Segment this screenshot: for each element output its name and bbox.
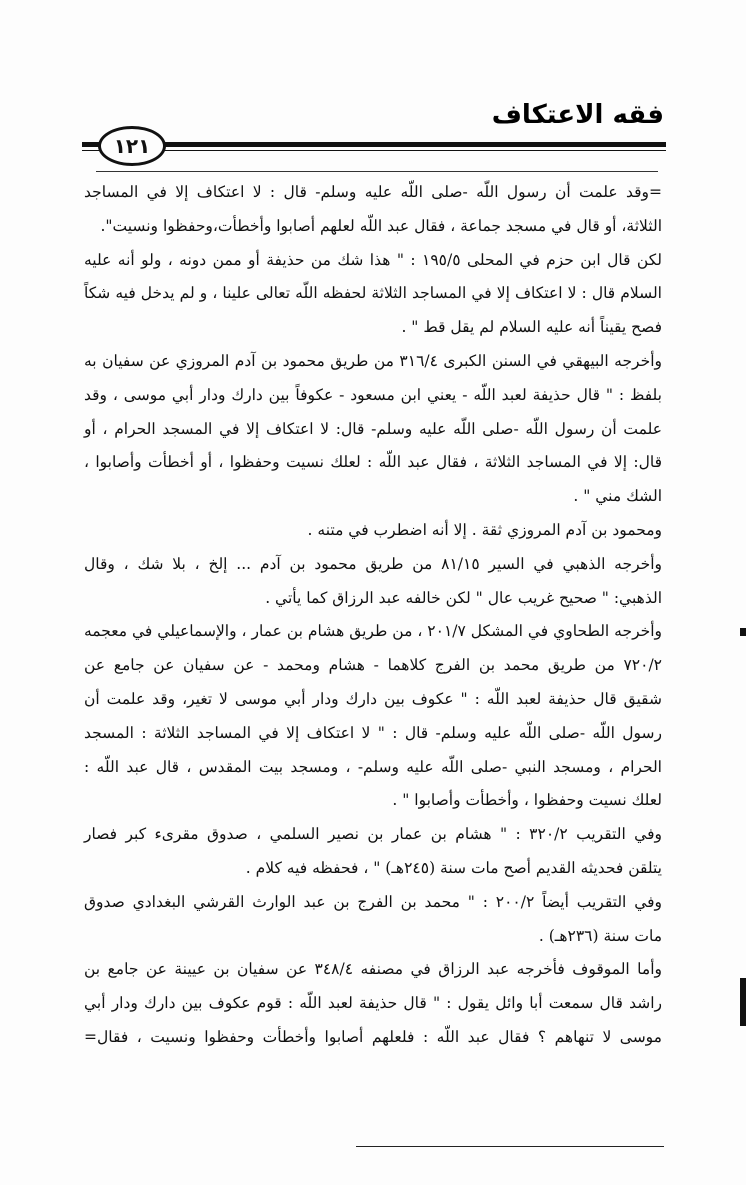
text-line: وأما الموقوف فأخرجه عبد الرزاق في مصنفه ٣٤٨/٤ عن سفيان بن عيينة عن جامع بن: [84, 960, 662, 979]
text-line: الثلاثة، أو قال في مسجد جماعة ، فقال عبد اللّه لعلهم أصابوا وأخطأت،وحفظوا ونسيت".: [100, 216, 662, 235]
margin-scan-mark: [740, 628, 746, 636]
text-line: وأخرجه الطحاوي في المشكل ٢٠١/٧ ، من طريق هشام بن عمار ، والإسماعيلي في معجمه: [84, 622, 662, 641]
header-rule: [82, 134, 666, 156]
text-line: وفي التقريب أيضاً ٢٠٠/٢ : " محمد بن الفرج بن عبد الوارث القرشي البغدادي صدوق: [84, 892, 663, 911]
text-line: ومحمود بن آدم المروزي ثقة . إلا أنه اضطرب في متنه .: [307, 520, 662, 539]
text-line: الشك مني " .: [573, 487, 662, 506]
text-line: بلفظ : " قال حذيفة لعبد اللّه - يعني ابن مسعود - عكوفاً بين دارك ودار أبي موسى ، وقد: [84, 385, 662, 404]
text-line: ٧٢٠/٢ من طريق محمد بن الفرج كلاهما - هشام ومحمد - عن سفيان عن جامع عن: [84, 656, 662, 675]
text-line: الذهبي: " صحيح غريب عال " لكن خالفه عبد الرزاق كما يأتي .: [265, 588, 662, 607]
text-line: =وقد علمت أن رسول اللّه -صلى اللّه عليه وسلم- قال : لا اعتكاف إلا في المساجد: [84, 183, 662, 201]
running-title: فقه الاعتكاف: [491, 100, 664, 130]
text-line: رسول اللّه -صلى اللّه عليه وسلم- قال : " لا اعتكاف إلا في المساجد الثلاثة : المسجد: [84, 723, 662, 742]
text-line: وأخرجه البيهقي في السنن الكبرى ٣١٦/٤ من طريق محمود بن آدم المروزي عن سفيان به: [84, 351, 662, 370]
text-line: وأخرجه الذهبي في السير ٨١/١٥ من طريق محمود بن آدم ... إلخ ، بلا شك ، وقال: [84, 554, 663, 573]
margin-scan-mark: [740, 978, 746, 1026]
text-top-divider: [96, 171, 658, 172]
text-line: موسى لا تنهاهم ؟ فقال عبد اللّه : فلعلهم أصابوا وأخطأت وحفظوا ونسيت ، فقال=: [84, 1027, 662, 1046]
header-rule-thin-line: [82, 150, 666, 151]
text-line: مات سنة (٢٣٦هـ) .: [538, 926, 662, 945]
footer-rule: [356, 1146, 664, 1147]
text-line: شقيق قال حذيفة لعبد اللّه : " عكوف بين دارك ودار أبي موسى لا تغير، وقد علمت أن: [84, 689, 662, 708]
text-line: وفي التقريب ٣٢٠/٢ : " هشام بن عمار بن نصير السلمي ، صدوق مقرىء كبر فصار: [84, 825, 662, 844]
text-line: فصح يقيناً أنه عليه السلام لم يقل قط " .: [401, 318, 662, 337]
body-text: [84, 176, 662, 1055]
text-line: لعلك نسيت وحفظوا ، وأخطأت وأصابوا " .: [392, 791, 662, 810]
text-line: يتلقن فحديثه القديم أصح مات سنة (٢٤٥هـ) " ، فحفظه فيه كلام .: [245, 858, 662, 877]
text-line: السلام قال : لا اعتكاف إلا في المساجد الثلاثة لحفظه اللّه تعالى علينا ، و لم يدخل فيه شكاً: [84, 284, 662, 303]
text-line: الحرام ، ومسجد النبي -صلى اللّه عليه وسلم- ، ومسجد بيت المقدس ، قال عبد اللّه :: [84, 757, 662, 776]
text-line: علمت أن رسول اللّه -صلى اللّه عليه وسلم- قال: لا اعتكاف إلا في المسجد الحرام ، أو: [84, 419, 662, 438]
text-line: قال: إلا في المساجد الثلاثة ، فقال عبد اللّه : لعلك نسيت وحفظوا ، أو أخطأت وأصابوا ،: [84, 453, 662, 472]
text-line: لكن قال ابن حزم في المحلى ١٩٥/٥ : " هذا شك من حذيفة أو ممن دونه ، ولو أنه عليه: [84, 250, 663, 269]
text-line: راشد قال سمعت أبا وائل يقول : " قال حذيفة لعبد اللّه : قوم عكوف بين دارك ودار أبي: [84, 994, 662, 1013]
header-rule-thick-line: [82, 142, 666, 147]
page-number: ١٢١: [98, 126, 166, 166]
